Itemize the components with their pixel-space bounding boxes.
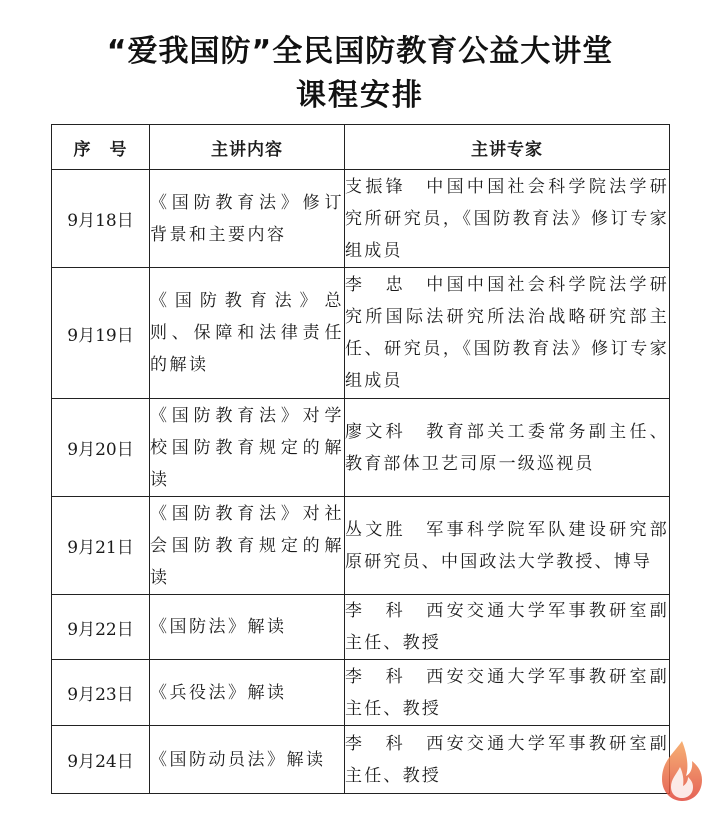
- table-row: [52, 170, 670, 268]
- row-topic: 《国防教育法》修订背景和主要内容: [150, 170, 345, 268]
- row-topic: 《国防教育法》总则、保障和法律责任的解读: [150, 268, 345, 399]
- row-date: 9月24日: [52, 726, 150, 794]
- document-title: [0, 30, 720, 118]
- row-date: 9月21日: [52, 497, 150, 595]
- header-topic: 主讲内容: [150, 125, 345, 170]
- row-date: 9月18日: [52, 170, 150, 268]
- row-date: 9月23日: [52, 660, 150, 726]
- table-row: [52, 660, 670, 726]
- row-topic: 《国防教育法》对学校国防教育规定的解读: [150, 399, 345, 497]
- title-sub: 课程安排: [296, 78, 424, 113]
- table-row: [52, 726, 670, 794]
- row-expert: 李 科 西安交通大学军事教研室副主任、教授: [345, 726, 670, 794]
- table-row: [52, 268, 670, 399]
- table-row: [52, 399, 670, 497]
- row-date: 9月19日: [52, 268, 150, 399]
- table-header-row: [52, 125, 670, 170]
- header-expert: 主讲专家: [345, 125, 670, 170]
- row-expert: 廖文科 教育部关工委常务副主任、教育部体卫艺司原一级巡视员: [345, 399, 670, 497]
- row-expert: 支振锋 中国中国社会科学院法学研究所研究员，《国防教育法》修订专家组成员: [345, 170, 670, 268]
- header-date: 序 号: [52, 125, 150, 170]
- table-row: [52, 497, 670, 595]
- row-date: 9月22日: [52, 595, 150, 660]
- row-topic: 《国防法》解读: [150, 595, 345, 660]
- row-expert: 李 科 西安交通大学军事教研室副主任、教授: [345, 660, 670, 726]
- course-schedule-table: [51, 124, 670, 794]
- title-main: “爱我国防”全民国防教育公益大讲堂: [106, 34, 614, 69]
- row-topic: 《国防动员法》解读: [150, 726, 345, 794]
- row-topic: 《兵役法》解读: [150, 660, 345, 726]
- flame-logo-icon: [652, 737, 712, 805]
- row-expert: 李 忠 中国中国社会科学院法学研究所国际法研究所法治战略研究部主任、研究员，《国防教育法》修订专家组成员: [345, 268, 670, 399]
- table-row: [52, 595, 670, 660]
- row-date: 9月20日: [52, 399, 150, 497]
- row-topic: 《国防教育法》对社会国防教育规定的解读: [150, 497, 345, 595]
- row-expert: 李 科 西安交通大学军事教研室副主任、教授: [345, 595, 670, 660]
- row-expert: 丛文胜 军事科学院军队建设研究部原研究员、中国政法大学教授、博导: [345, 497, 670, 595]
